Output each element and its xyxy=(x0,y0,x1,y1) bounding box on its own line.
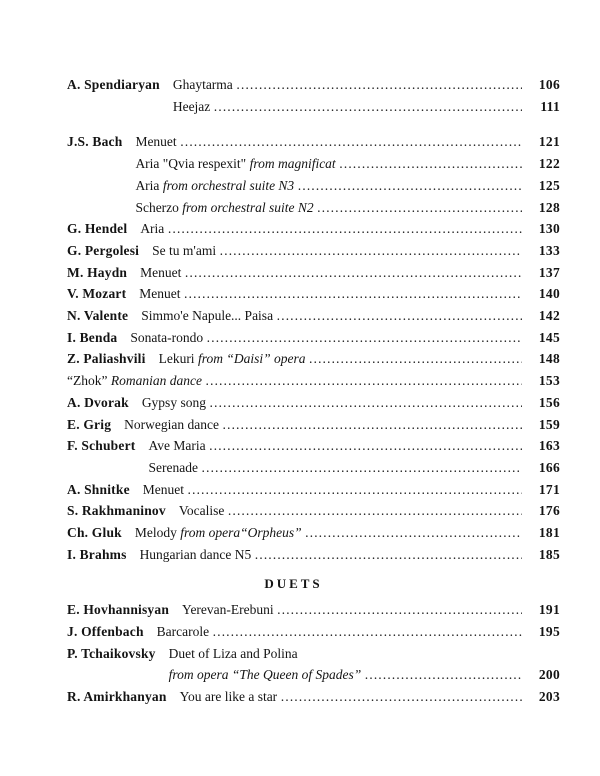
dot-leader xyxy=(317,197,522,219)
composer-name: G. Pergolesi xyxy=(67,242,140,258)
title-part: Scherzo xyxy=(135,199,183,215)
dot-leader xyxy=(254,544,522,566)
piece-title xyxy=(135,131,176,153)
dot-leader xyxy=(184,283,522,305)
title-italic-part: from orchestral suite N3 xyxy=(162,177,295,193)
dot-leader xyxy=(205,370,522,392)
dot-leader xyxy=(212,621,522,643)
piece-title xyxy=(130,327,203,349)
piece-title xyxy=(140,544,252,566)
page-number: 122 xyxy=(538,156,560,172)
piece-title xyxy=(148,435,205,457)
piece-title xyxy=(143,479,184,501)
toc-row xyxy=(67,686,560,708)
piece-title xyxy=(173,74,233,96)
piece-title xyxy=(157,621,209,643)
composer-name: J. Offenbach xyxy=(67,623,144,639)
dot-leader xyxy=(209,392,522,414)
dot-leader xyxy=(206,327,522,349)
title-part: Serenade xyxy=(148,459,198,475)
dot-leader xyxy=(280,686,522,708)
page-number: 181 xyxy=(538,525,560,541)
toc-row xyxy=(67,664,560,686)
piece-title xyxy=(182,599,274,621)
title-part: Vocalise xyxy=(178,503,225,519)
piece-title xyxy=(135,522,302,544)
page-number: 185 xyxy=(538,546,560,562)
toc-row xyxy=(67,414,560,436)
dot-leader xyxy=(219,240,522,262)
composer-name: I. Brahms xyxy=(67,546,127,562)
piece-title xyxy=(141,305,273,327)
toc-row xyxy=(67,479,560,501)
piece-title xyxy=(135,175,294,197)
toc-row xyxy=(67,392,560,414)
dot-leader xyxy=(305,522,522,544)
page-number: 159 xyxy=(538,416,560,432)
group-gap xyxy=(67,117,560,131)
page-number: 111 xyxy=(540,98,560,114)
toc-row xyxy=(67,153,560,175)
title-part: Aria xyxy=(135,177,163,193)
title-part: Yerevan-Erebuni xyxy=(182,602,274,618)
page-number: 121 xyxy=(538,134,560,150)
page-number: 148 xyxy=(538,351,560,367)
title-part: Sonata-rondo xyxy=(130,329,204,345)
title-part: Heejaz xyxy=(172,98,211,114)
page-number: 128 xyxy=(538,199,560,215)
title-part: Ghaytarma xyxy=(172,77,233,92)
toc-row xyxy=(67,74,560,96)
duets-heading: DUETS xyxy=(264,576,323,592)
piece-title xyxy=(135,197,313,219)
piece-title xyxy=(67,370,202,392)
piece-title xyxy=(169,643,298,665)
page-number: 191 xyxy=(538,602,560,618)
title-part: Norwegian dance xyxy=(124,416,219,432)
piece-title xyxy=(148,457,197,479)
title-part: Menuet xyxy=(142,481,185,497)
title-part: Duet of Liza and Polina xyxy=(168,645,298,661)
page-number: 166 xyxy=(538,459,560,475)
composer-name: A. Dvorak xyxy=(67,394,129,410)
page-number: 203 xyxy=(538,688,560,704)
title-part: Aria xyxy=(140,221,165,237)
toc-row xyxy=(67,197,560,219)
toc-row xyxy=(67,218,560,240)
title-part: Gypsy song xyxy=(141,394,206,410)
composer-name: V. Mozart xyxy=(67,286,127,302)
toc-row xyxy=(67,370,560,392)
title-part: Se tu m'ami xyxy=(152,242,217,258)
page-number: 106 xyxy=(538,77,560,92)
dot-leader xyxy=(364,664,522,686)
title-part: Aria "Qvia respexit" xyxy=(135,156,250,172)
page-number: 130 xyxy=(538,221,560,237)
toc-row xyxy=(67,240,560,262)
title-part: You are like a star xyxy=(179,688,278,704)
composer-name: A. Spendiaryan xyxy=(67,77,160,92)
toc-row xyxy=(67,500,560,522)
title-italic-part: from orchestral suite N2 xyxy=(182,199,314,215)
title-italic-part: from magnificat xyxy=(249,156,336,172)
toc-row xyxy=(67,544,560,566)
toc-row xyxy=(67,327,560,349)
toc-row xyxy=(67,435,560,457)
page-number: 145 xyxy=(538,329,560,345)
composer-name: Z. Paliashvili xyxy=(67,351,146,367)
page-number: 200 xyxy=(538,667,560,683)
composer-name: F. Schubert xyxy=(67,438,136,454)
toc-row xyxy=(67,348,560,370)
piece-title xyxy=(169,664,362,686)
toc-row xyxy=(67,131,560,153)
title-part: Melody xyxy=(134,525,181,541)
piece-title xyxy=(180,686,278,708)
title-part: “Zhok” xyxy=(67,373,111,389)
title-part: Simmo'e Napule... Paisa xyxy=(141,308,274,324)
composer-name: E. Grig xyxy=(67,416,112,432)
composer-name: G. Hendel xyxy=(67,221,128,237)
page-number: 140 xyxy=(538,286,560,302)
page-number: 163 xyxy=(538,438,560,454)
dot-leader xyxy=(297,175,522,197)
page-number: 195 xyxy=(538,623,560,639)
piece-title xyxy=(173,96,210,118)
title-italic-part: from “Daisi” opera xyxy=(197,351,306,367)
toc xyxy=(67,74,560,708)
toc-row xyxy=(67,305,560,327)
composer-name: J.S. Bach xyxy=(67,134,123,150)
composer-name: R. Amirkhanyan xyxy=(67,688,167,704)
toc-row xyxy=(67,457,560,479)
composer-name: I. Benda xyxy=(67,329,118,345)
composer-name: M. Haydn xyxy=(67,264,128,280)
page-number: 142 xyxy=(538,308,560,324)
title-part: Hungarian dance N5 xyxy=(139,546,252,562)
dot-leader xyxy=(187,479,522,501)
composer-name: E. Hovhannisyan xyxy=(67,602,170,618)
piece-title xyxy=(140,262,181,284)
toc-row xyxy=(67,599,560,621)
page-number: 137 xyxy=(538,264,560,280)
composer-name: A. Shnitke xyxy=(67,481,130,497)
title-part: Barcarole xyxy=(156,623,210,639)
composer-name: N. Valente xyxy=(67,308,129,324)
toc-row xyxy=(67,262,560,284)
page-number: 133 xyxy=(538,242,560,258)
piece-title xyxy=(139,283,180,305)
toc-row xyxy=(67,643,560,665)
composer-name: P. Tchaikovsky xyxy=(67,645,156,661)
page-number: 171 xyxy=(538,481,560,497)
dot-leader xyxy=(201,457,522,479)
page-number: 125 xyxy=(538,177,560,193)
toc-row xyxy=(67,96,560,118)
dot-leader xyxy=(180,131,522,153)
toc-row xyxy=(67,283,560,305)
dot-leader xyxy=(277,599,522,621)
page-number: 176 xyxy=(538,503,560,519)
dot-leader xyxy=(213,96,522,118)
piece-title xyxy=(179,500,225,522)
dot-leader xyxy=(236,74,522,96)
piece-title xyxy=(159,348,306,370)
title-part: Ave Maria xyxy=(148,438,206,454)
piece-title xyxy=(135,153,335,175)
toc-row xyxy=(67,175,560,197)
title-italic-part: Romanian dance xyxy=(110,373,202,389)
piece-title xyxy=(124,414,219,436)
composer-name: Ch. Gluk xyxy=(67,525,122,541)
piece-title xyxy=(140,218,164,240)
page-number: 156 xyxy=(538,394,560,410)
dot-leader xyxy=(339,153,522,175)
dot-leader xyxy=(308,348,522,370)
title-part: Menuet xyxy=(140,264,182,280)
toc-row xyxy=(67,621,560,643)
title-part: Lekuri xyxy=(158,351,198,367)
dot-leader xyxy=(227,500,522,522)
dot-leader xyxy=(276,305,522,327)
dot-leader xyxy=(222,414,522,436)
title-part: Menuet xyxy=(139,286,181,302)
title-part: Menuet xyxy=(135,134,177,150)
piece-title xyxy=(142,392,206,414)
dot-leader xyxy=(184,262,522,284)
dot-leader xyxy=(209,435,522,457)
title-italic-part: from opera “The Queen of Spades” xyxy=(168,667,362,683)
title-italic-part: from opera“Orpheus” xyxy=(180,525,302,541)
dot-leader xyxy=(167,218,522,240)
piece-title xyxy=(152,240,216,262)
composer-name: S. Rakhmaninov xyxy=(67,503,166,519)
toc-row xyxy=(67,522,560,544)
page-number: 153 xyxy=(538,373,560,389)
